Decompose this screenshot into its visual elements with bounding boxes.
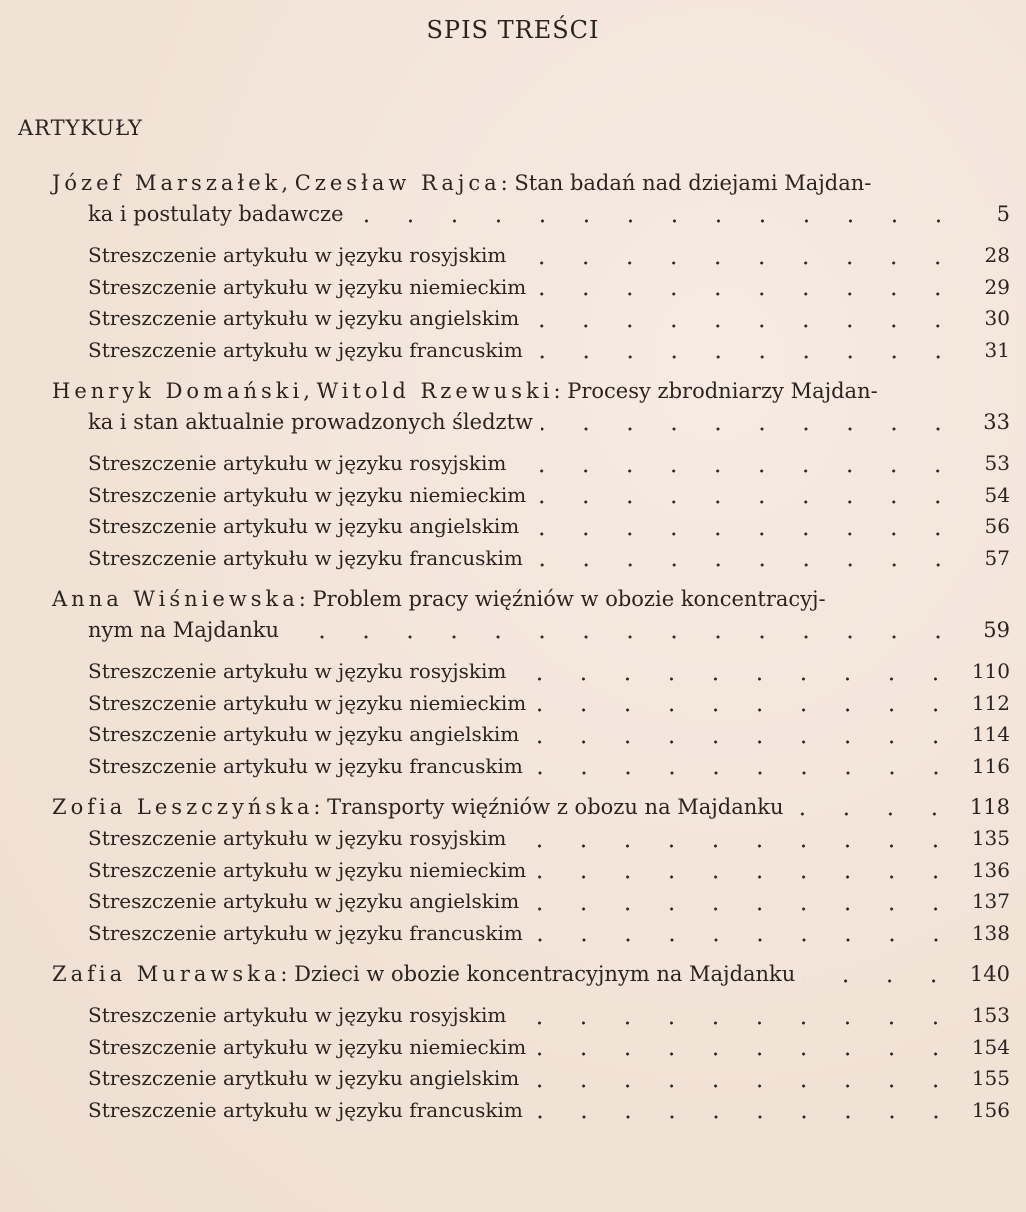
- article-title: : Procesy zbrodniarzy Majdan-: [553, 379, 878, 403]
- page-number: 156: [971, 1097, 1010, 1122]
- article-line[interactable]: [88, 407, 1010, 438]
- article-line[interactable]: [88, 615, 1010, 646]
- dot-leader: [531, 346, 964, 366]
- article-title: : Transporty więźniów z obozu na Majdanku: [313, 795, 784, 819]
- summary-line[interactable]: [88, 918, 1010, 950]
- page-number: 136: [971, 857, 1010, 882]
- dot-leader: [531, 929, 962, 949]
- article-line[interactable]: [52, 584, 1010, 615]
- page-number: 138: [971, 920, 1010, 945]
- page-number: 154: [971, 1034, 1010, 1059]
- dot-leader: [792, 803, 960, 823]
- summary-line[interactable]: [88, 855, 1010, 887]
- table-of-contents: [0, 168, 1026, 1136]
- page-number: 155: [971, 1066, 1010, 1090]
- toc-entry: [0, 584, 1026, 782]
- summary-label: Streszczenie artykułu w języku francuskim: [88, 337, 523, 362]
- article-title: ka i postulaty badawcze: [88, 202, 344, 226]
- page-number: 116: [971, 753, 1010, 778]
- dot-leader: [527, 1075, 962, 1095]
- summary-line[interactable]: [88, 480, 1010, 512]
- summary-label: Streszczenie artykułu w języku rosyjskim: [88, 1003, 507, 1027]
- page-number: 56: [984, 514, 1010, 538]
- toc-entry: [0, 376, 1026, 574]
- author-name: Henryk Domański: [52, 379, 304, 403]
- dot-leader: [531, 554, 964, 574]
- page-number: 112: [971, 690, 1010, 715]
- summary-label: Streszczenie artykułu w języku niemieckim: [88, 482, 527, 507]
- dot-leader: [531, 762, 962, 782]
- page-number: 140: [969, 962, 1010, 986]
- article-line[interactable]: [52, 792, 1010, 823]
- author-name: Anna Wiśniewska: [52, 587, 299, 611]
- page-number: 110: [971, 659, 1010, 683]
- summary-line[interactable]: [88, 335, 1010, 367]
- page-number: 153: [971, 1003, 1010, 1027]
- dot-leader: [514, 668, 961, 688]
- summary-label: Streszczenie artykułu w języku angielskim: [88, 722, 520, 746]
- summary-line[interactable]: [88, 511, 1010, 543]
- summary-label: Streszczenie artykułu w języku rosyjskim: [88, 243, 507, 267]
- summary-label: Streszczenie artykułu w języku francuskim: [88, 545, 523, 570]
- summary-line[interactable]: [88, 1032, 1010, 1064]
- dot-leader: [534, 283, 964, 303]
- summary-line[interactable]: [88, 886, 1010, 918]
- dot-leader: [527, 315, 964, 335]
- page-number: 135: [971, 826, 1010, 850]
- page-number: 31: [984, 337, 1010, 362]
- summary-line[interactable]: [88, 1000, 1010, 1032]
- summary-label: Streszczenie artykułu w języku angielskim: [88, 306, 520, 330]
- dot-leader: [534, 1043, 962, 1063]
- dot-leader: [534, 866, 962, 886]
- summary-line[interactable]: [88, 303, 1010, 335]
- author-name: Zofia Leszczyńska: [52, 795, 314, 819]
- summary-line[interactable]: [88, 272, 1010, 304]
- dot-leader: [541, 418, 964, 438]
- author-name: Czesław Rajca: [294, 171, 501, 195]
- dot-leader: [803, 970, 960, 990]
- summary-line[interactable]: [88, 448, 1010, 480]
- page-number: 30: [984, 306, 1010, 330]
- summary-label: Streszczenie artykułu w języku niemieckim: [88, 857, 527, 882]
- summary-label: Streszczenie artykułu w języku niemieckim: [88, 1034, 527, 1059]
- dot-leader: [514, 460, 964, 480]
- summary-line[interactable]: [88, 543, 1010, 575]
- dot-leader: [514, 1012, 961, 1032]
- dot-leader: [352, 210, 964, 230]
- article-title: ka i stan aktualnie prowadzonych śledztw: [88, 410, 533, 434]
- page-number: 114: [971, 722, 1010, 746]
- author-name: Witold Rzewuski: [316, 379, 554, 403]
- page-number: 5: [996, 202, 1010, 226]
- page-number: 137: [971, 889, 1010, 913]
- toc-entry: [0, 959, 1026, 1126]
- summary-line[interactable]: [88, 751, 1010, 783]
- article-line[interactable]: [52, 168, 1010, 199]
- summary-label: Streszczenie artykułu w języku rosyjskim: [88, 826, 507, 850]
- page-number: 28: [984, 243, 1010, 267]
- summary-label: Streszczenie arytkułu w języku angielskim: [88, 1066, 520, 1090]
- summary-label: Streszczenie artykułu w języku niemieckim: [88, 690, 527, 715]
- page-number: 54: [984, 482, 1010, 507]
- summary-line[interactable]: [88, 656, 1010, 688]
- dot-leader: [514, 252, 964, 272]
- summary-line[interactable]: [88, 1095, 1010, 1127]
- summary-line[interactable]: [88, 719, 1010, 751]
- dot-leader: [531, 1106, 962, 1126]
- page-number: 53: [984, 451, 1010, 475]
- summary-line[interactable]: [88, 823, 1010, 855]
- summary-label: Streszczenie artykułu w języku francuskim: [88, 753, 523, 778]
- article-line[interactable]: [52, 376, 1010, 407]
- page-number: 59: [983, 618, 1010, 642]
- summary-label: Streszczenie artykułu w języku francuskim: [88, 1097, 523, 1122]
- dot-leader: [534, 699, 962, 719]
- summary-label: Streszczenie artykułu w języku angielskim: [88, 889, 520, 913]
- article-title: : Dzieci w obozie koncentracyjnym na Majdanku: [280, 962, 796, 986]
- page-title: SPIS TREŚCI: [426, 16, 600, 44]
- summary-line[interactable]: [88, 1063, 1010, 1095]
- article-line[interactable]: [52, 959, 1010, 990]
- page-number: 57: [984, 545, 1010, 570]
- dot-leader: [527, 523, 964, 543]
- author-separator: ,: [303, 379, 317, 403]
- page-number: 118: [969, 795, 1010, 819]
- summary-label: Streszczenie artykułu w języku niemieckim: [88, 274, 527, 299]
- article-line[interactable]: [88, 199, 1010, 230]
- author-name: Zafia Murawska: [52, 962, 281, 986]
- page-number: 33: [983, 410, 1010, 434]
- toc-entry: [0, 168, 1026, 366]
- dot-leader: [527, 731, 962, 751]
- dot-leader: [287, 626, 964, 646]
- dot-leader: [534, 491, 964, 511]
- article-title: : Problem pracy więźniów w obozie koncentracyj-: [298, 587, 826, 611]
- section-title: ARTYKUŁY: [18, 116, 143, 140]
- summary-label: Streszczenie artykułu w języku angielskim: [88, 514, 520, 538]
- toc-entry: [0, 792, 1026, 949]
- summary-label: Streszczenie artykułu w języku rosyjskim: [88, 451, 507, 475]
- summary-label: Streszczenie artykułu w języku rosyjskim: [88, 659, 507, 683]
- summary-line[interactable]: [88, 688, 1010, 720]
- dot-leader: [514, 835, 961, 855]
- summary-label: Streszczenie artykułu w języku francuskim: [88, 920, 523, 945]
- dot-leader: [527, 898, 962, 918]
- page-number: 29: [984, 274, 1010, 299]
- author-name: Józef Marszałek: [52, 171, 282, 195]
- article-title: nym na Majdanku: [88, 618, 279, 642]
- author-separator: ,: [281, 171, 295, 195]
- summary-line[interactable]: [88, 240, 1010, 272]
- article-title: : Stan badań nad dziejami Majdan-: [500, 171, 872, 195]
